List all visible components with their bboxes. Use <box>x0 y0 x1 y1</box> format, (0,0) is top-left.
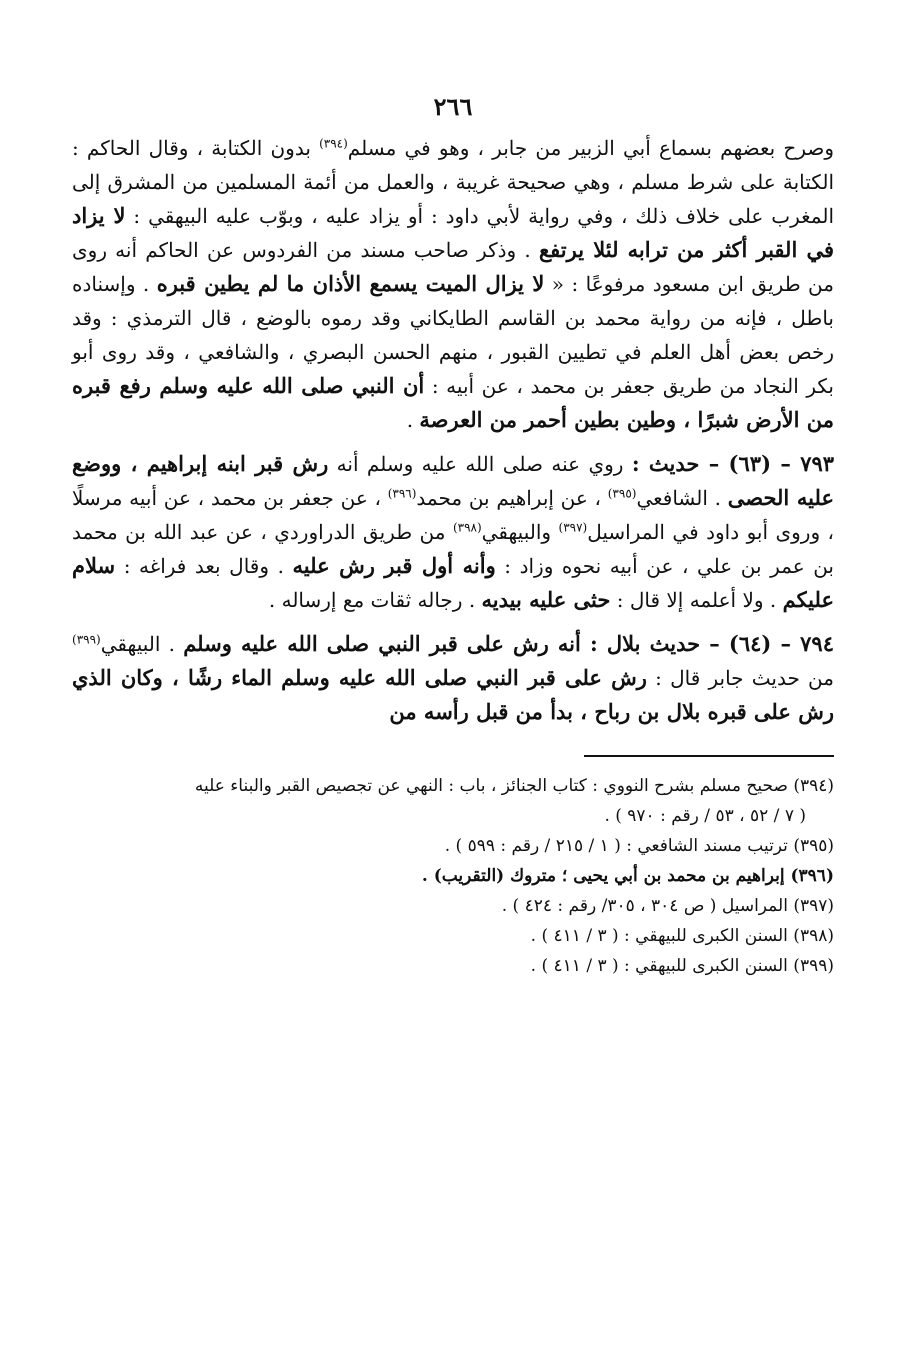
footnote-ref: (٣٩٦) <box>387 486 417 501</box>
bold-text: وأنه أول قبر رش عليه <box>292 553 496 578</box>
footnote-394 <box>72 771 834 831</box>
footnote-399 <box>72 951 834 981</box>
text: بدون الكتابة ، وقال الحاكم : الكتابة على شرط مسلم ، وهي صحيحة غريبة ، والعمل من أئمة المسلمين من المشرق إلى المغرب على خلاف ذلك ، وفي رواية لأبي داود : أو يزاد عليه ، وبوّب عليه البيهقي : <box>72 136 835 228</box>
footnote-ref: (٣٩٤) <box>319 136 348 151</box>
footnote-ref: (٣٩٥) <box>607 486 637 501</box>
text: ، عن جعفر بن محمد ، عن أبيه مرسلًا ، وروى أبو داود في المراسيل <box>72 486 835 544</box>
footnote-395 <box>72 831 834 861</box>
hadith-number: ٧٩٣ – (٦٣) – حديث : <box>631 451 835 476</box>
text: والبيهقي <box>481 520 559 544</box>
footnote-text: (٣٩٧) المراسيل ( ص ٣٠٤ ، ٣٠٥/ رقم : ٤٢٤ ) . <box>501 896 834 916</box>
text: . البيهقي <box>100 632 184 656</box>
text: وصرح بعضهم بسماع أبي الزبير من جابر ، وهو في مسلم <box>347 136 834 160</box>
text: من حديث جابر قال : <box>646 666 834 690</box>
hadith-number: ٧٩٤ – (٦٤) – حديث بلال : <box>590 631 834 656</box>
footnote-396 <box>72 861 834 891</box>
hadith-794 <box>72 627 834 729</box>
paragraph-1 <box>72 131 834 437</box>
footnote-text: (٣٩٨) السنن الكبرى للبيهقي : ( ٣ / ٤١١ ) . <box>530 926 834 946</box>
text: . ولا أعلمه إلا قال : <box>610 588 783 612</box>
text: . <box>406 408 420 432</box>
bold-text: لا يزال الميت يسمع الأذان ما لم يطين قبره <box>156 271 545 296</box>
footnote-ref: (٣٩٧) <box>558 520 588 535</box>
bold-text: أن النبي صلى الله عليه وسلم رفع قبره من الأرض شبرًا ، وطين بطين أحمر من العرصة <box>72 373 834 432</box>
footnote-ref: (٣٩٩) <box>72 632 101 647</box>
text: . رجاله ثقات مع إرساله . <box>268 588 482 612</box>
text: من طريق الدراوردي ، عن عبد الله بن محمد بن عمر بن علي ، عن أبيه نحوه وزاد : <box>72 520 834 578</box>
text: روي عنه صلى الله عليه وسلم أنه <box>328 452 632 476</box>
footnote-397 <box>72 891 834 921</box>
text: . وذكر صاحب مسند من الفردوس عن الحاكم أنه روى من طريق ابن مسعود مرفوعًا : « <box>72 238 834 296</box>
footnote-text: (٣٩٩) السنن الكبرى للبيهقي : ( ٣ / ٤١١ ) . <box>530 956 834 976</box>
bold-text: حثى عليه بيديه <box>481 587 611 612</box>
bold-text: رش قبر ابنه إبراهيم ، ووضع عليه الحصى <box>72 451 834 510</box>
hadith-793 <box>72 447 834 617</box>
bold-text: لا يزاد في القبر أكثر من ترابه لئلا يرتفع <box>72 203 834 262</box>
footnotes <box>72 771 834 981</box>
text: . الشافعي <box>636 486 728 510</box>
bold-text: أنه رش على قبر النبي صلى الله عليه وسلم <box>183 631 590 656</box>
bold-text: سلام عليكم <box>72 553 834 612</box>
footnote-text: (٣٩٤) صحيح مسلم بشرح النووي : كتاب الجنائز ، باب : النهي عن تجصيص القبر والبناء عليه <box>194 776 834 796</box>
text: . وإسناده باطل ، فإنه من رواية محمد بن القاسم الطايكاني وقد رموه بالوضع ، قال الترمذي : وقد رخص بعض أهل العلم في تطيين القبور ، منهم الحسن البصري ، والشافعي ، وقد روى أبو بكر النجاد من طريق جعفر بن محمد ، عن أبيه : <box>72 272 834 398</box>
footnote-divider <box>584 755 834 757</box>
bold-text: رش على قبر النبي صلى الله عليه وسلم الماء رشًا ، وكان الذي رش على قبره بلال بن رباح ، بدأ من قبل رأسه من <box>72 665 834 724</box>
footnote-text: (٣٩٦) إبراهيم بن محمد بن أبي يحيى ؛ متروك (التقريب) . <box>421 866 834 886</box>
footnote-continuation: ( ٧ / ٥٢ ، ٥٣ / رقم : ٩٧٠ ) . <box>604 806 806 826</box>
text: . وقال بعد فراغه : <box>115 554 293 578</box>
footnote-398 <box>72 921 834 951</box>
footnote-text: (٣٩٥) ترتيب مسند الشافعي : ( ١ / ٢١٥ / رقم : ٥٩٩ ) . <box>444 836 834 856</box>
text: ، عن إبراهيم بن محمد <box>416 486 608 510</box>
page-number: ٢٦٦ <box>433 92 473 121</box>
footnote-ref: (٣٩٨) <box>452 520 482 535</box>
